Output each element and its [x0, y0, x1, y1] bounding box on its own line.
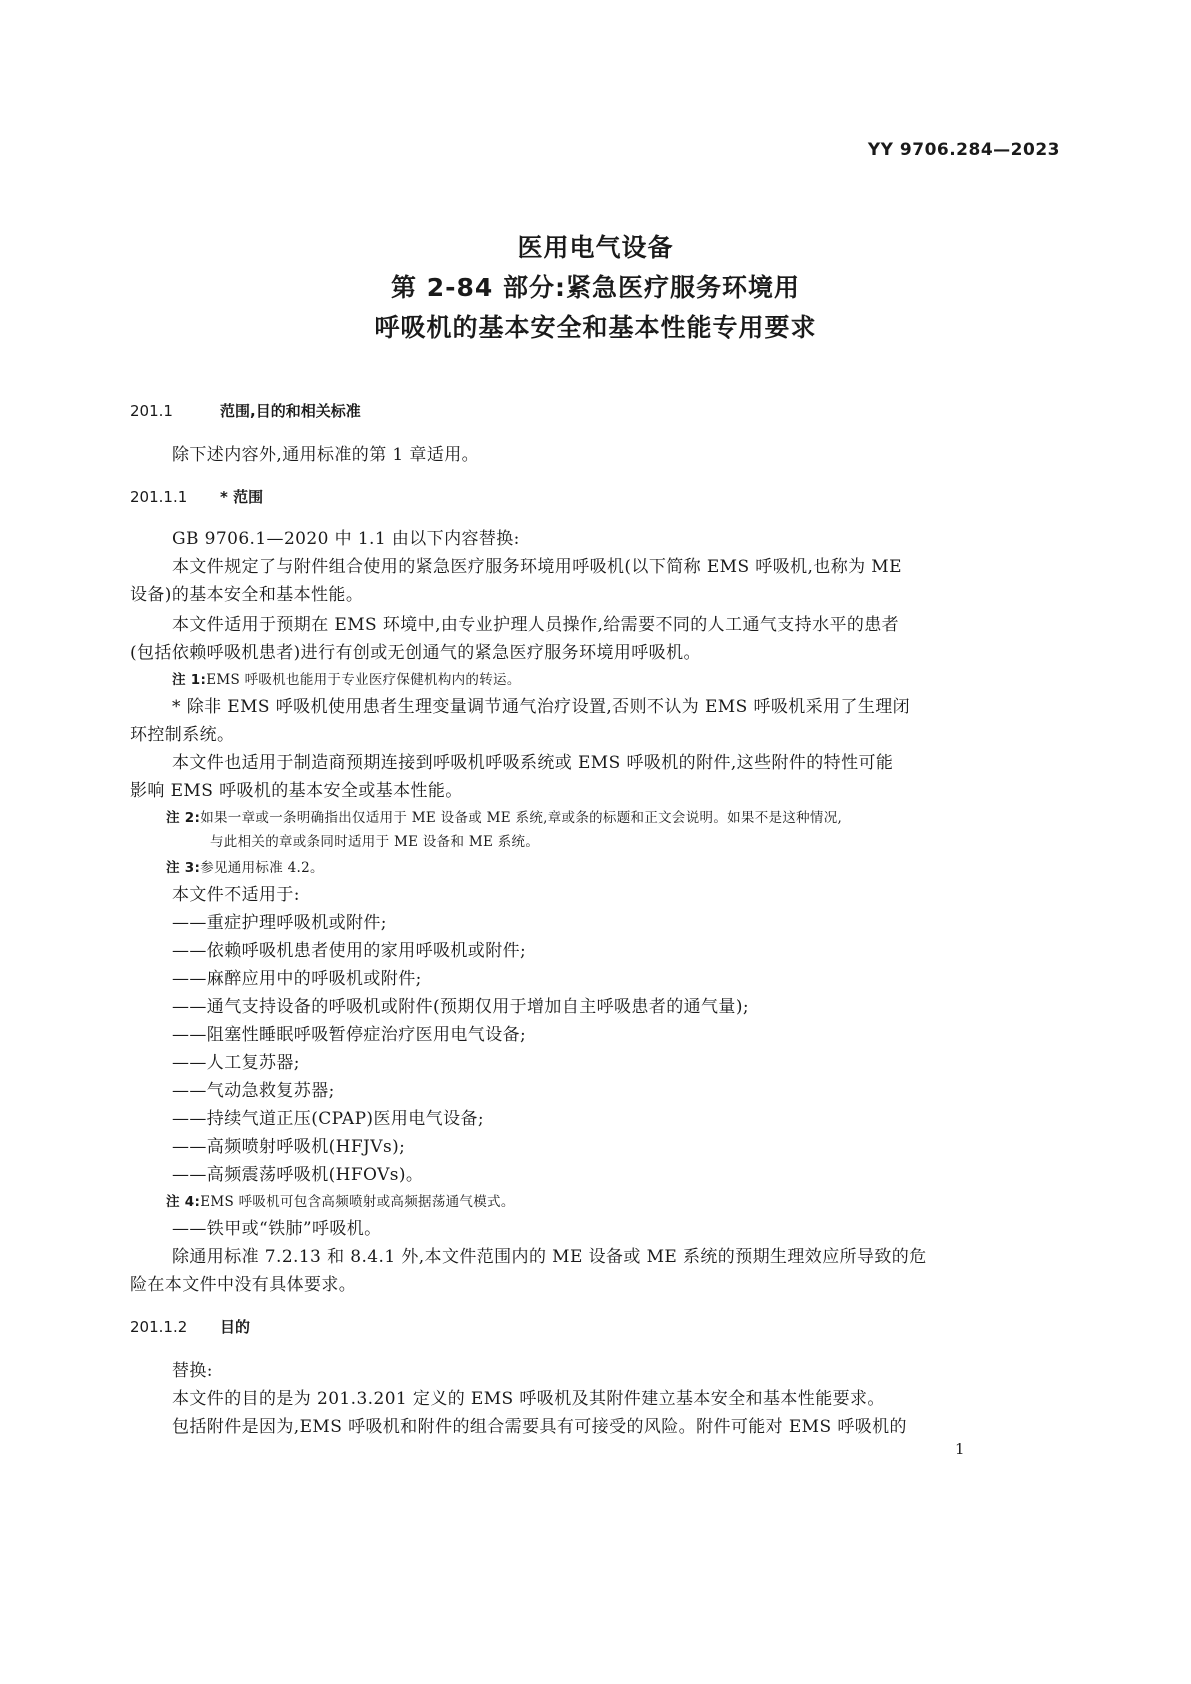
section-title: 目的 — [220, 1318, 251, 1336]
note-label: 注 4: — [166, 1194, 201, 1210]
note-label: 注 1: — [172, 672, 207, 688]
section-number: 201.1.1 — [130, 488, 188, 506]
note-2 — [166, 806, 842, 826]
paragraph-line: 本文件规定了与附件组合使用的紧急医疗服务环境用呼吸机(以下简称 EMS 呼吸机,也称为 ME — [172, 557, 902, 577]
section-number: 201.1.2 — [130, 1318, 188, 1336]
note-text: EMS 呼吸机也能用于专业医疗保健机构内的转运。 — [206, 672, 521, 688]
document-title-line-1: 医用电气设备 — [517, 233, 674, 262]
paragraph-line: 除通用标准 7.2.13 和 8.4.1 外,本文件范围内的 ME 设备或 ME 系统的预期生理效应所导致的危 — [172, 1247, 927, 1267]
exclusion-item: ——麻醉应用中的呼吸机或附件; — [172, 969, 422, 989]
exclusion-item: ——重症护理呼吸机或附件; — [172, 913, 387, 933]
note-text: 参见通用标准 4.2。 — [200, 860, 324, 876]
note-label: 注 2: — [166, 810, 201, 826]
paragraph-line: (包括依赖呼吸机患者)进行有创或无创通气的紧急医疗服务环境用呼吸机。 — [130, 643, 701, 663]
note-label: 注 3: — [166, 860, 201, 876]
section-number: 201.1 — [130, 402, 173, 420]
note-3 — [166, 856, 324, 876]
note-text: 如果一章或一条明确指出仅适用于 ME 设备或 ME 系统,章或条的标题和正文会说明。如果不是这种情况, — [200, 810, 843, 826]
note-2-continuation: 与此相关的章或条同时适用于 ME 设备和 ME 系统。 — [210, 834, 540, 850]
paragraph: 本文件的目的是为 201.3.201 定义的 EMS 呼吸机及其附件建立基本安全和基本性能要求。 — [172, 1389, 885, 1409]
exclusion-item: ——依赖呼吸机患者使用的家用呼吸机或附件; — [172, 941, 527, 961]
paragraph-line: 本文件也适用于制造商预期连接到呼吸机呼吸系统或 EMS 呼吸机的附件,这些附件的特性可能 — [172, 753, 894, 773]
paragraph: 替换: — [172, 1361, 213, 1381]
section-heading-201-1-2 — [130, 1316, 250, 1337]
exclusion-item: ——人工复苏器; — [172, 1053, 300, 1073]
section-title: * 范围 — [220, 488, 264, 506]
paragraph-line: 险在本文件中没有具体要求。 — [130, 1275, 357, 1295]
standard-code: YY 9706.284—2023 — [867, 140, 1060, 160]
paragraph-line: 影响 EMS 呼吸机的基本安全或基本性能。 — [130, 781, 463, 801]
exclusions-intro: 本文件不适用于: — [172, 885, 300, 905]
paragraph-line: 环控制系统。 — [130, 725, 235, 745]
paragraph: 除下述内容外,通用标准的第 1 章适用。 — [172, 445, 480, 465]
document-title-line-2: 第 2-84 部分:紧急医疗服务环境用 — [391, 273, 800, 302]
note-text: EMS 呼吸机可包含高频喷射或高频据荡通气模式。 — [200, 1194, 515, 1210]
paragraph-line: 包括附件是因为,EMS 呼吸机和附件的组合需要具有可接受的风险。附件可能对 EMS 呼吸机的 — [172, 1417, 907, 1437]
document-title-line-3: 呼吸机的基本安全和基本性能专用要求 — [374, 313, 817, 342]
paragraph-line: 本文件适用于预期在 EMS 环境中,由专业护理人员操作,给需要不同的人工通气支持水平的患者 — [172, 615, 900, 635]
section-title: 范围,目的和相关标准 — [220, 402, 361, 420]
section-heading-201-1 — [130, 400, 361, 421]
exclusion-item: ——高频喷射呼吸机(HFJVs); — [172, 1137, 406, 1157]
exclusion-item: ——高频震荡呼吸机(HFOVs)。 — [172, 1165, 424, 1185]
exclusion-item: ——铁甲或“铁肺”呼吸机。 — [172, 1219, 382, 1239]
note-1 — [172, 668, 521, 688]
paragraph-line: * 除非 EMS 呼吸机使用患者生理变量调节通气治疗设置,否则不认为 EMS 呼吸机采用了生理闭 — [172, 697, 911, 717]
note-4 — [166, 1190, 515, 1210]
paragraph: GB 9706.1—2020 中 1.1 由以下内容替换: — [172, 529, 520, 549]
exclusion-item: ——持续气道正压(CPAP)医用电气设备; — [172, 1109, 484, 1129]
exclusion-item: ——通气支持设备的呼吸机或附件(预期仅用于增加自主呼吸患者的通气量); — [172, 997, 749, 1017]
exclusion-item: ——阻塞性睡眠呼吸暂停症治疗医用电气设备; — [172, 1025, 527, 1045]
paragraph-line: 设备)的基本安全和基本性能。 — [130, 585, 364, 605]
exclusion-item: ——气动急救复苏器; — [172, 1081, 335, 1101]
section-heading-201-1-1 — [130, 486, 263, 507]
page-number: 1 — [955, 1440, 965, 1458]
